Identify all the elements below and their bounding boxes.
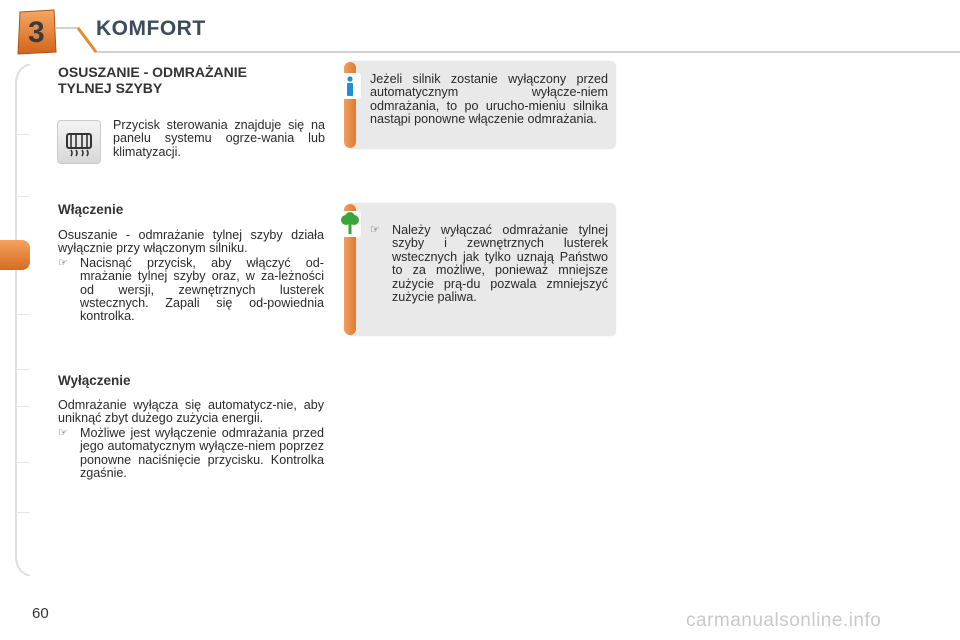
chapter-badge xyxy=(16,8,58,56)
switch-on-step-text: Nacisnąć przycisk, aby włączyć od-mrażanie tylnej szyby oraz, w za-leżności od wersji, zewnętrznych lusterek wstecznych. Zapali się od-powiednia kontrolka. xyxy=(80,255,324,324)
switch-off-block xyxy=(58,399,324,480)
tab-divider xyxy=(16,134,30,135)
switch-on-intro: Osuszanie - odmrażanie tylnej szyby działa wyłącznie przy włączonym silniku. xyxy=(58,228,324,256)
tab-divider xyxy=(16,369,30,370)
switch-on-heading: Włączenie xyxy=(58,202,124,217)
section-title-line2: TYLNEJ SZYBY xyxy=(58,80,163,96)
rear-defrost-button xyxy=(57,120,101,164)
info-icon xyxy=(338,72,362,100)
info-note xyxy=(350,62,615,148)
eco-note-body xyxy=(370,224,608,304)
switch-on-block xyxy=(58,229,324,324)
pointing-hand-icon: ☞ xyxy=(58,426,68,439)
rear-defrost-icon xyxy=(58,121,100,163)
page-title: KOMFORT xyxy=(96,17,206,40)
page-number: 60 xyxy=(32,605,49,622)
switch-on-step xyxy=(58,257,324,324)
chapter-tabs xyxy=(0,64,34,576)
tab-chapter-3-active[interactable] xyxy=(0,240,30,270)
section-title-line1: OSUSZANIE - ODMRAŻANIE xyxy=(58,64,247,80)
switch-off-intro: Odmrażanie wyłącza się automatycz-nie, aby uniknąć zbyt dużego zużycia energii. xyxy=(58,398,324,426)
section-title xyxy=(58,64,318,96)
eco-note-item xyxy=(370,224,608,304)
pointing-hand-icon: ☞ xyxy=(370,224,380,236)
tab-divider xyxy=(16,512,30,513)
tab-divider xyxy=(16,406,30,407)
switch-off-heading: Wyłączenie xyxy=(58,373,131,388)
eco-note-text: Należy wyłączać odmrażanie tylnej szyby i zewnętrznych lusterek wstecznych jak tylko uznają Państwo to za możliwe, ponieważ mniejsze zużycie prą-du pozwala zmniejszyć zużycie paliwa. xyxy=(392,223,608,305)
chapter-number: 3 xyxy=(28,16,45,49)
tab-divider xyxy=(16,196,30,197)
eco-tree-icon xyxy=(338,210,362,238)
pointing-hand-icon: ☞ xyxy=(58,256,68,269)
watermark: carmanualsonline.info xyxy=(686,610,882,631)
switch-off-step-text: Możliwe jest wyłączenie odmrażania przed jego automatycznym wyłącze-niem poprzez ponowne naciśnięcie przycisku. Kontrolka zgaśnie. xyxy=(80,425,324,481)
info-note-text: Jeżeli silnik zostanie wyłączony przed automatycznym wyłącze-niem odmrażania, to po urucho-mieniu silnika nastąpi ponowne włączenie odmrażania. xyxy=(370,72,608,127)
tab-divider xyxy=(16,314,30,315)
eco-note xyxy=(350,204,615,335)
tab-divider xyxy=(16,462,30,463)
button-description: Przycisk sterowania znajduje się na panelu systemu ogrze-wania lub klimatyzacji. xyxy=(113,118,325,159)
switch-off-step xyxy=(58,427,324,481)
